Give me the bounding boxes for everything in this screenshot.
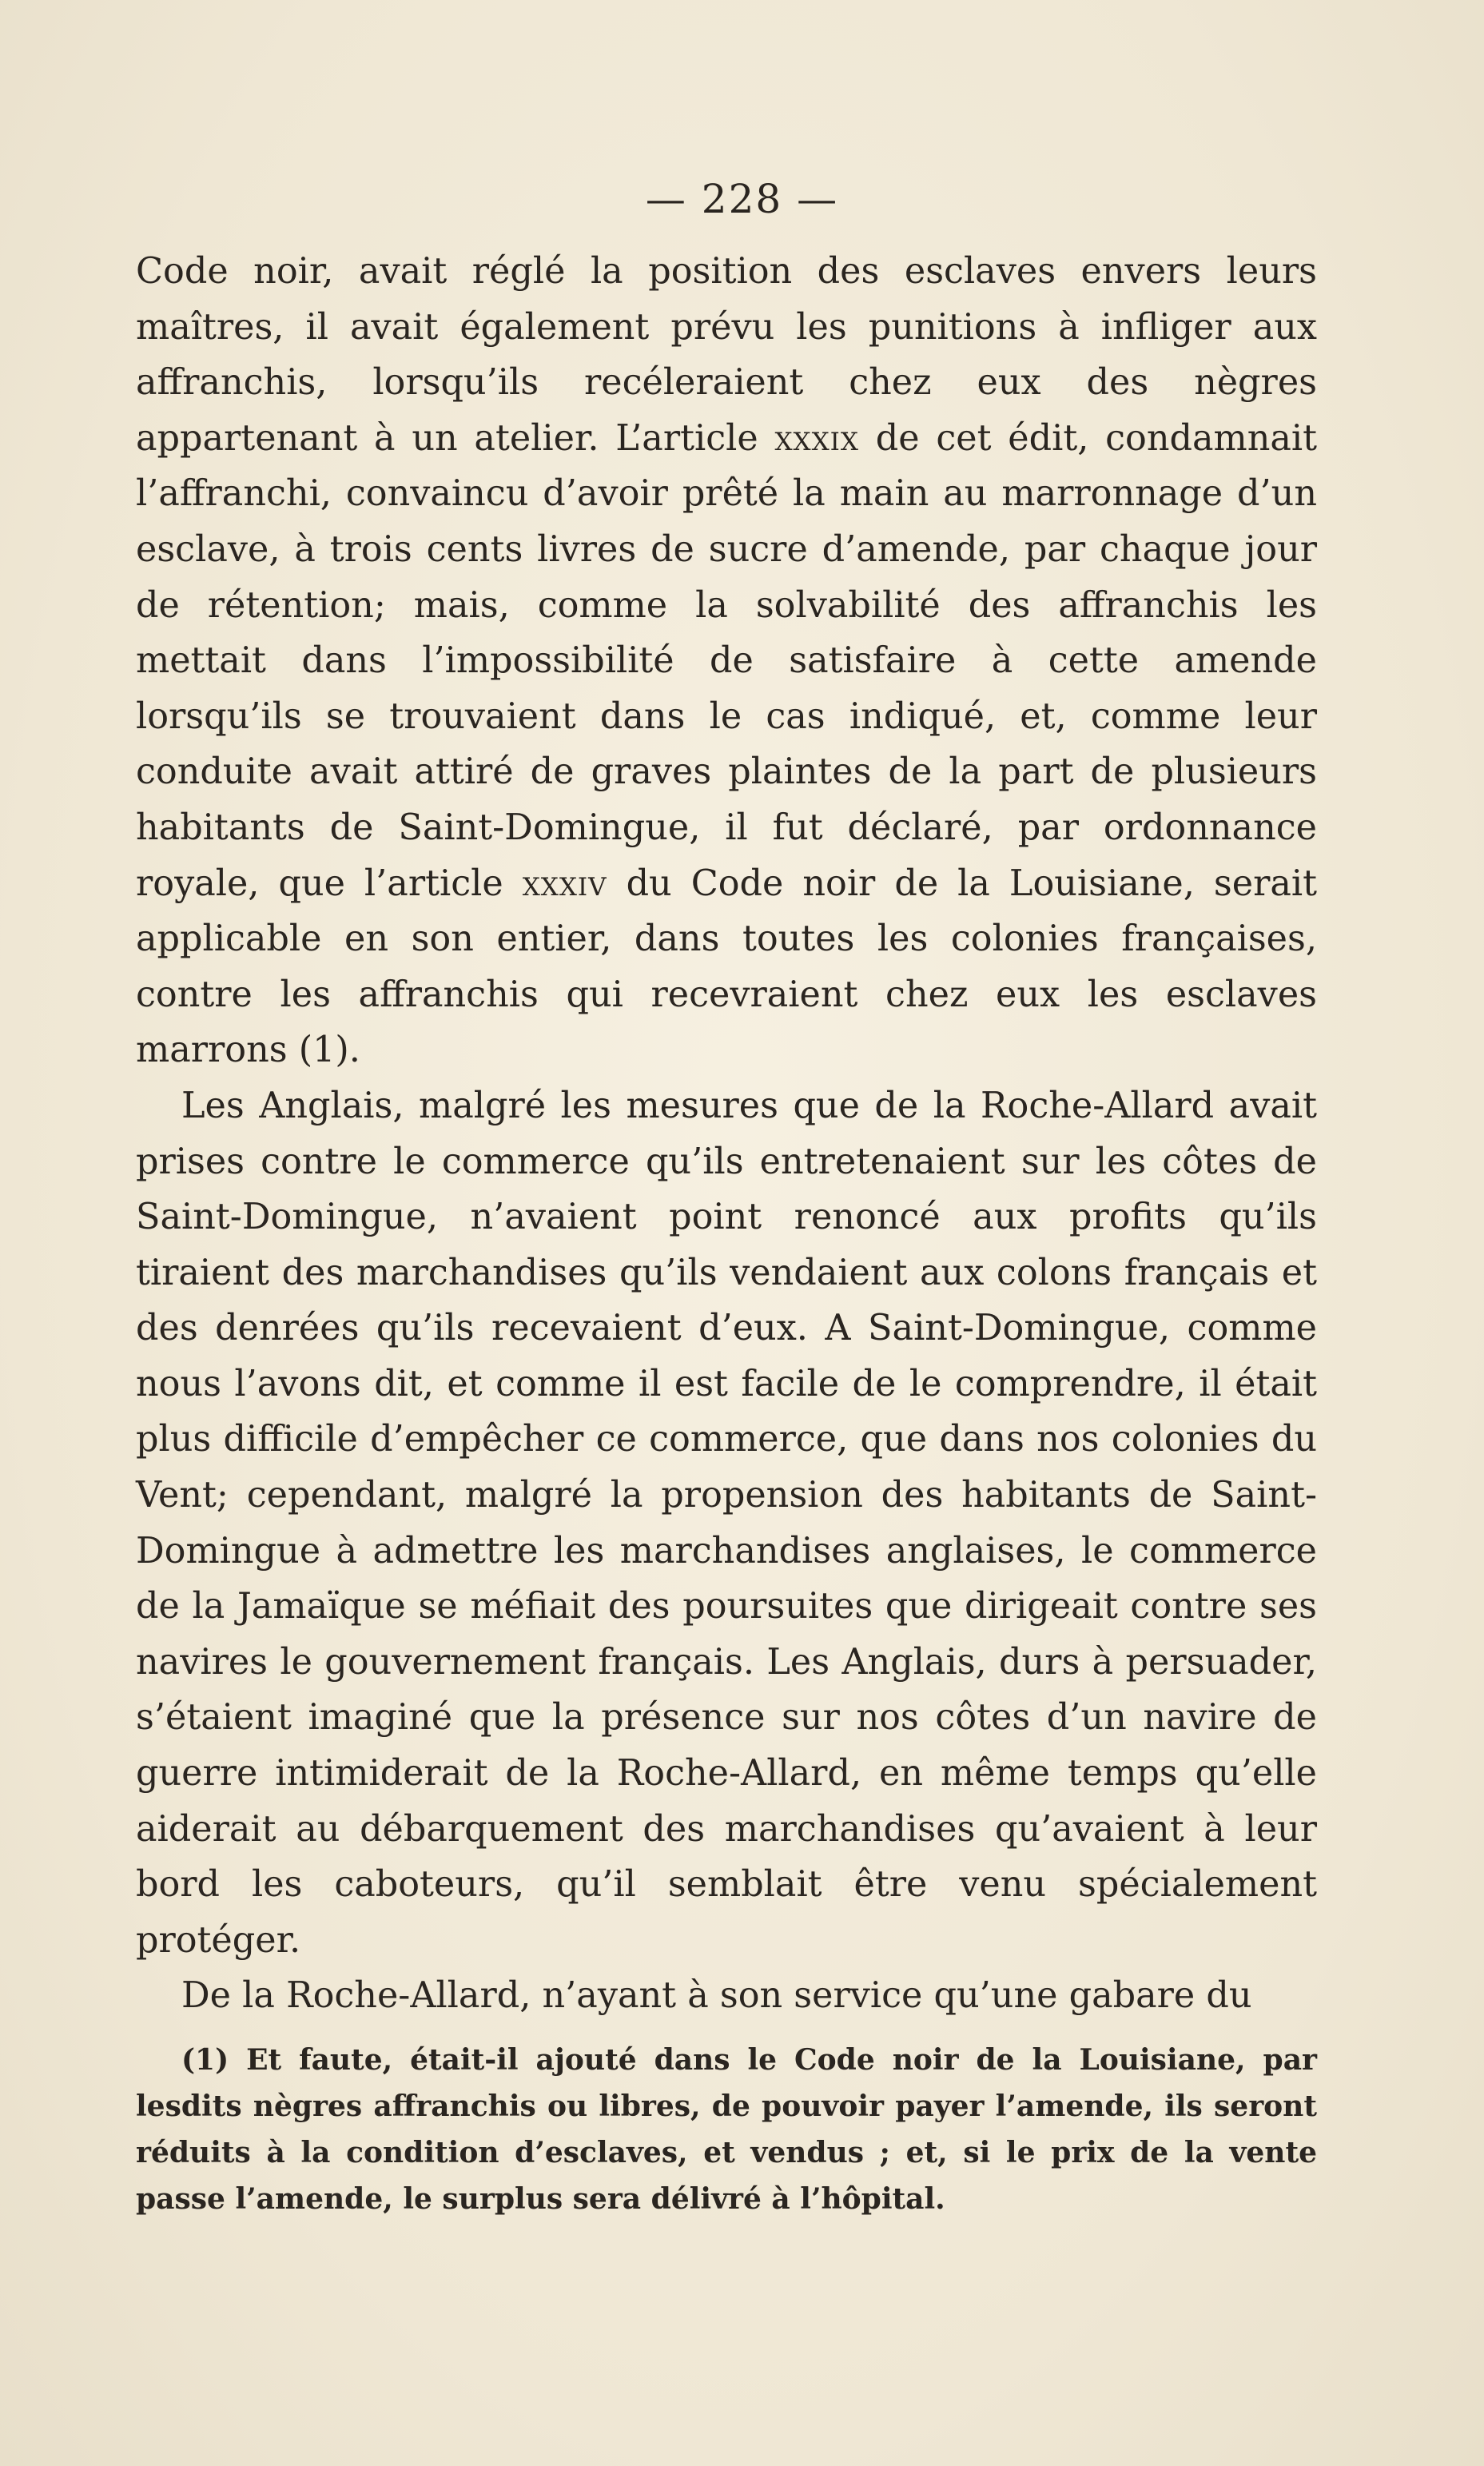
page-number: — 228 — xyxy=(645,176,839,222)
footnotes xyxy=(136,2037,1317,2222)
text-span: du Code noir de la Louisiane, serait applicable en son entier, dans toutes les colonies françaises, contre les affranchis qui recevraient chez eux les esclaves marrons (1). xyxy=(136,863,1317,1071)
paragraph: De la Roche-Allard, n’ayant à son service qu’une gabare du xyxy=(181,1975,1252,2017)
roman-numeral: xxxiv xyxy=(522,863,607,904)
roman-numeral: xxxix xyxy=(774,417,859,459)
footnote: (1) Et faute, était-il ajouté dans le Code noir de la Louisiane, par lesdits nègres affranchis ou libres, de pouvoir payer l’amende, ils seront réduits à la condition d’esclaves, et vendus ; et, si le prix de la vente passe l’amende, le surplus sera délivré à l’hôpital. xyxy=(136,2043,1317,2216)
body-text xyxy=(136,244,1317,2024)
paragraph xyxy=(136,244,1317,1078)
paragraph: Les Anglais, malgré les mesures que de la Roche-Allard avait prises contre le commerce qu’ils entretenaient sur les côtes de Saint-Domingue, n’avaient point renoncé aux profits qu’ils tiraient des marchandises qu’ils vendaient aux colons français et des denrées qu’ils recevaient d’eux. A Saint-Domingue, comme nous l’avons dit, et comme il est facile de le comprendre, il était plus difficile d’empêcher ce commerce, que dans nos colonies du Vent; cependant, malgré la propension des habitants de Saint-Domingue à admettre les marchandises anglaises, le commerce de la Jamaïque se méfiait des poursuites que dirigeait contre ses navires le gouvernement français. Les Anglais, durs à persuader, s’étaient imaginé que la présence sur nos côtes d’un navire de guerre intimiderait de la Roche-Allard, en même temps qu’elle aiderait au débarquement des marchandises qu’avaient à leur bord les caboteurs, qu’il semblait être venu spécialement protéger. xyxy=(136,1085,1317,1961)
text-span: de cet édit, condamnait l’affranchi, convaincu d’avoir prêté la main au marronnage d’un esclave, à trois cents livres de sucre d’amende, par chaque jour de rétention; mais, comme la solvabilité des affranchis les mettait dans l’impossibilité de satisfaire à cette amende lorsqu’ils se trouvaient dans le cas indiqué, et, comme leur conduite avait attiré de graves plaintes de la part de plusieurs habitants de Saint-Domingue, il fut déclaré, par ordonnance royale, que l’article xyxy=(136,417,1318,904)
text-span: Code noir, avait réglé la position des esclaves envers leurs maîtres, il avait également prévu les punitions à infliger aux affranchis, lorsqu’ils recéleraient chez eux des nègres appartenant à un atelier. L’article xyxy=(136,251,1317,459)
